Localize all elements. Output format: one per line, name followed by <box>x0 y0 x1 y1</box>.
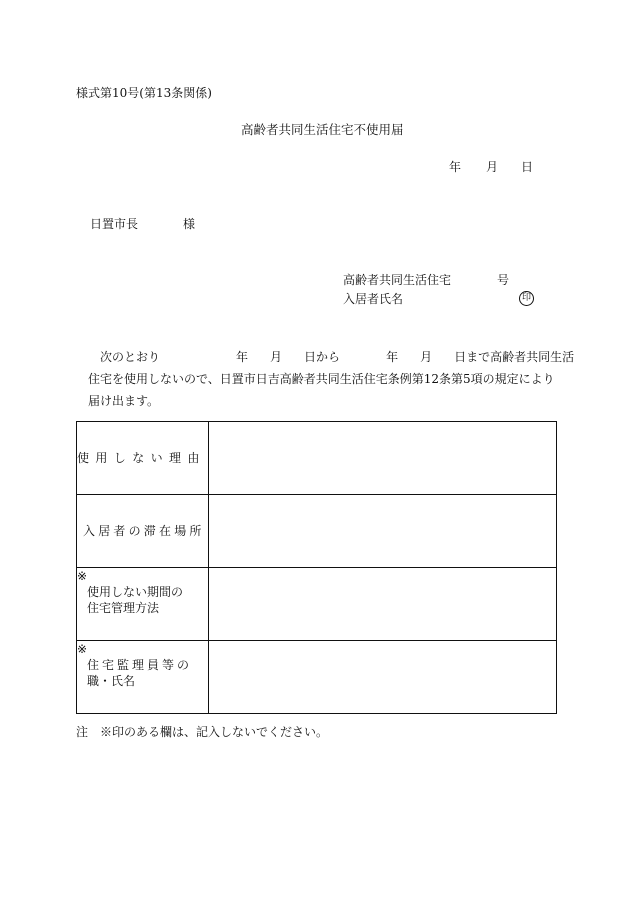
body-start: 次のとおり <box>100 350 161 364</box>
resident-name-label: 入居者氏名 <box>343 292 404 306</box>
stay-location-field[interactable] <box>209 495 557 568</box>
note-mark: ※ <box>77 642 88 656</box>
row-label-management-method <box>77 568 209 641</box>
row-label-supervisor <box>77 641 209 714</box>
form-number: 様式第10号(第13条関係) <box>76 86 212 100</box>
body-end: 日まで高齢者共同生活 <box>454 350 575 364</box>
body-line-1 <box>76 346 575 368</box>
body-year-2: 年 <box>386 350 399 364</box>
label-line: 使用しない期間の <box>87 585 184 599</box>
body-from: 日から <box>304 350 341 364</box>
note-mark: ※ <box>77 569 88 583</box>
supervisor-field[interactable] <box>209 641 557 714</box>
table-row <box>77 641 557 714</box>
date-year: 年 <box>449 160 462 174</box>
table-row <box>77 422 557 495</box>
addressee-name: 日置市長 <box>90 217 139 231</box>
label-line: 住宅管理方法 <box>87 601 160 615</box>
label-line: 住宅監理員等の <box>87 658 193 672</box>
table-row <box>77 568 557 641</box>
row-label-stay-location: 入居者の滞在場所 <box>77 495 209 568</box>
date-month: 月 <box>486 160 499 174</box>
document-title: 高齢者共同生活住宅不使用届 <box>241 122 404 137</box>
management-method-field[interactable] <box>209 568 557 641</box>
table-row <box>77 495 557 568</box>
body-paragraph <box>76 346 575 412</box>
housing-number-suffix: 号 <box>497 273 510 287</box>
footnote: 注 ※印のある欄は、記入しないでください。 <box>76 725 329 739</box>
body-year-1: 年 <box>236 350 249 364</box>
reason-field[interactable] <box>209 422 557 495</box>
seal-icon: 印 <box>519 291 534 306</box>
form-table <box>76 421 557 714</box>
body-line-2: 住宅を使用しないので、日置市日吉高齢者共同生活住宅条例第12条第5項の規定により <box>88 372 555 386</box>
date-day: 日 <box>521 160 534 174</box>
body-month-2: 月 <box>420 350 433 364</box>
body-line-3: 届け出ます。 <box>88 394 160 408</box>
label-line: 職・氏名 <box>87 674 136 688</box>
body-month-1: 月 <box>270 350 283 364</box>
row-label-reason: 使用しない理由 <box>77 422 209 495</box>
housing-label: 高齢者共同生活住宅 <box>343 273 452 287</box>
addressee-honorific: 様 <box>183 217 196 231</box>
